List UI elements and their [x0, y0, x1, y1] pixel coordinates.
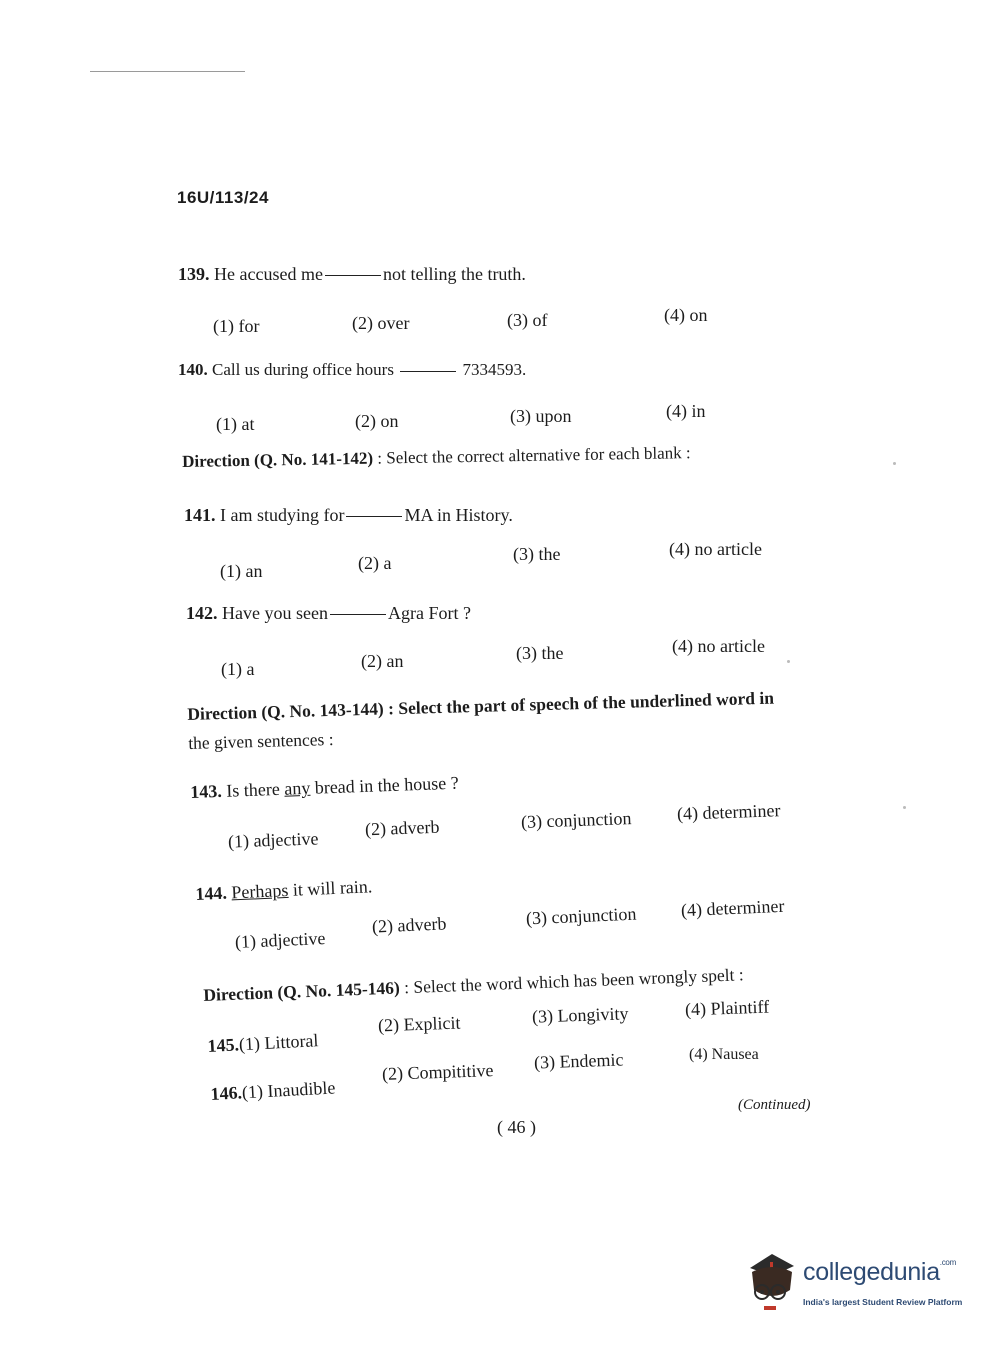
question-text-end: 7334593. — [462, 360, 527, 379]
option-142-3: (3) the — [516, 643, 564, 663]
question-140 — [178, 360, 526, 380]
question-text-start: Is there — [225, 778, 281, 801]
answer-blank — [330, 614, 386, 615]
option-146-1: (1) Inaudible — [241, 1077, 336, 1103]
page-number: ( 46 ) — [497, 1117, 536, 1137]
option-145-2: (2) Explicit — [377, 1012, 461, 1036]
question-146 — [210, 1077, 336, 1105]
question-144 — [195, 876, 373, 905]
question-text-start: I am studying for — [220, 505, 345, 525]
direction-145-146 — [203, 964, 744, 1006]
question-number: 139. — [178, 264, 210, 284]
question-text-start: Call us during office hours — [212, 360, 394, 379]
direction-143-144 — [187, 688, 774, 725]
question-number: 146. — [210, 1082, 243, 1104]
question-number: 144. — [195, 882, 228, 904]
option-146-3: (3) Endemic — [533, 1049, 624, 1073]
underlined-word: Perhaps — [230, 879, 289, 903]
question-text-start: He accused me — [214, 264, 323, 284]
option-141-3: (3) the — [513, 544, 561, 564]
question-text-start: Have you seen — [222, 603, 328, 623]
question-number: 145. — [207, 1034, 240, 1056]
question-text-end: it will rain. — [292, 876, 373, 900]
underlined-word: any — [283, 777, 311, 799]
option-139-4: (4) on — [664, 305, 708, 325]
option-141-2: (2) a — [358, 553, 392, 573]
option-146-2: (2) Compititive — [381, 1060, 494, 1084]
paper-code: 16U/113/24 — [177, 188, 269, 207]
direction-143-144-line2: the given sentences : — [188, 728, 334, 753]
question-number: 141. — [184, 505, 216, 525]
option-146-4: (4) Nausea — [689, 1046, 759, 1063]
option-143-3: (3) conjunction — [520, 808, 632, 832]
question-141 — [184, 505, 513, 526]
option-140-2: (2) on — [355, 411, 399, 431]
option-144-3: (3) conjunction — [525, 903, 637, 929]
logo-suffix: .com — [939, 1258, 956, 1267]
direction-text: : Select the correct alternative for each blank : — [377, 443, 691, 468]
option-142-1: (1) a — [221, 659, 255, 679]
scan-speck — [787, 660, 790, 663]
option-144-4: (4) determiner — [680, 895, 785, 921]
option-143-4: (4) determiner — [676, 800, 781, 824]
question-text-end: Agra Fort ? — [387, 603, 471, 623]
question-number: 140. — [178, 360, 208, 379]
direction-text: : Select the part of speech of the underlined word in — [387, 687, 775, 719]
direction-text: : Select the word which has been wrongly spelt : — [403, 964, 744, 998]
direction-label: Direction (Q. No. 143-144) — [187, 698, 385, 724]
mascot-icon — [742, 1250, 802, 1320]
option-144-1: (1) adjective — [234, 928, 326, 952]
logo-tagline: India's largest Student Review Platform — [803, 1297, 963, 1307]
option-141-1: (1) an — [220, 561, 263, 581]
logo-wordmark — [803, 1258, 956, 1287]
answer-blank — [325, 275, 381, 276]
direction-label: Direction (Q. No. 145-146) — [203, 977, 401, 1005]
option-142-2: (2) an — [361, 651, 404, 671]
option-140-3: (3) upon — [510, 406, 572, 426]
option-145-4: (4) Plaintiff — [684, 996, 770, 1020]
question-number: 143. — [190, 780, 223, 802]
option-145-1: (1) Littoral — [238, 1030, 319, 1055]
answer-blank — [400, 371, 456, 372]
question-139 — [178, 264, 526, 285]
question-text-end: not telling the truth. — [382, 264, 526, 284]
option-140-1: (1) at — [216, 414, 255, 434]
option-145-3: (3) Longivity — [531, 1003, 629, 1027]
logo-name: collegedunia — [803, 1258, 940, 1286]
question-143 — [190, 773, 459, 803]
question-142 — [186, 603, 471, 624]
option-142-4: (4) no article — [672, 636, 765, 656]
option-141-4: (4) no article — [669, 539, 762, 559]
scan-speck — [893, 462, 896, 465]
direction-141-142 — [182, 443, 691, 472]
option-143-2: (2) adverb — [364, 816, 440, 840]
question-number: 142. — [186, 603, 218, 623]
option-139-2: (2) over — [352, 313, 410, 333]
option-140-4: (4) in — [666, 401, 706, 421]
question-145 — [207, 1030, 319, 1057]
question-text-end: MA in History. — [404, 505, 513, 525]
option-143-1: (1) adjective — [227, 828, 319, 852]
scan-speck — [903, 806, 906, 809]
answer-blank — [346, 516, 402, 517]
option-139-1: (1) for — [213, 316, 260, 336]
option-139-3: (3) of — [507, 310, 548, 330]
question-text-end: bread in the house ? — [314, 772, 459, 798]
continued-note: (Continued) — [738, 1097, 811, 1113]
direction-label: Direction (Q. No. 141-142) — [182, 448, 374, 471]
option-144-2: (2) adverb — [371, 913, 447, 937]
header-rule — [90, 71, 245, 72]
